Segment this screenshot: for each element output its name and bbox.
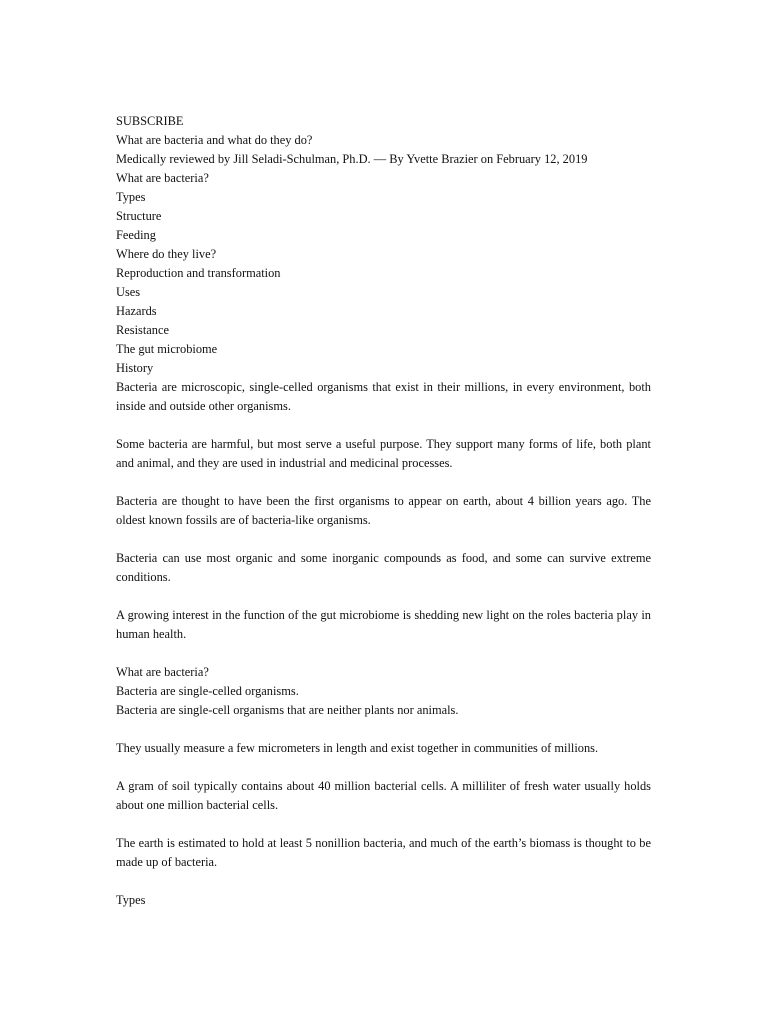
toc-item-hazards[interactable]: Hazards bbox=[116, 304, 157, 318]
subscribe-link[interactable]: SUBSCRIBE bbox=[116, 114, 184, 128]
intro-paragraph: Some bacteria are harmful, but most serve a useful purpose. They support many forms of life, both plant and animal, and they are used in industrial and medicinal processes. bbox=[116, 437, 651, 470]
intro-section bbox=[116, 378, 651, 644]
toc-item-reproduction[interactable]: Reproduction and transformation bbox=[116, 266, 281, 280]
intro-paragraph: Bacteria are thought to have been the first organisms to appear on earth, about 4 billion years ago. The oldest known fossils are of bacteria-like organisms. bbox=[116, 494, 651, 527]
intro-paragraph: Bacteria are microscopic, single-celled organisms that exist in their millions, in every environment, both inside and outside other organisms. bbox=[116, 380, 651, 413]
table-of-contents bbox=[116, 169, 651, 378]
toc-item-types[interactable]: Types bbox=[116, 190, 146, 204]
body-paragraph: The earth is estimated to hold at least 5 nonillion bacteria, and much of the earth’s biomass is thought to be made up of bacteria. bbox=[116, 836, 651, 869]
article-title: What are bacteria and what do they do? bbox=[116, 133, 313, 147]
article-page bbox=[116, 112, 651, 910]
body-paragraph: Bacteria are single-cell organisms that are neither plants nor animals. bbox=[116, 703, 459, 717]
image-caption: Bacteria are single-celled organisms. bbox=[116, 684, 299, 698]
intro-paragraph: Bacteria can use most organic and some inorganic compounds as food, and some can survive extreme conditions. bbox=[116, 551, 651, 584]
intro-paragraph: A growing interest in the function of the gut microbiome is shedding new light on the roles bacteria play in human health. bbox=[116, 608, 651, 641]
toc-item-uses[interactable]: Uses bbox=[116, 285, 141, 299]
what-are-bacteria-section bbox=[116, 663, 651, 872]
body-paragraph: They usually measure a few micrometers in length and exist together in communities of millions. bbox=[116, 741, 599, 755]
body-paragraph: A gram of soil typically contains about 40 million bacterial cells. A milliliter of fresh water usually holds about one million bacterial cells. bbox=[116, 779, 651, 812]
article-byline: Medically reviewed by Jill Seladi-Schulman, Ph.D. — By Yvette Brazier on February 12, 2019 bbox=[116, 152, 588, 166]
toc-item-gut-microbiome[interactable]: The gut microbiome bbox=[116, 342, 218, 356]
toc-item-history[interactable]: History bbox=[116, 361, 154, 375]
toc-item-what-are-bacteria[interactable]: What are bacteria? bbox=[116, 171, 209, 185]
section-heading: What are bacteria? bbox=[116, 665, 209, 679]
toc-item-resistance[interactable]: Resistance bbox=[116, 323, 169, 337]
section-heading: Types bbox=[116, 893, 146, 907]
toc-item-feeding[interactable]: Feeding bbox=[116, 228, 156, 242]
toc-item-structure[interactable]: Structure bbox=[116, 209, 162, 223]
toc-item-where-do-they-live[interactable]: Where do they live? bbox=[116, 247, 217, 261]
